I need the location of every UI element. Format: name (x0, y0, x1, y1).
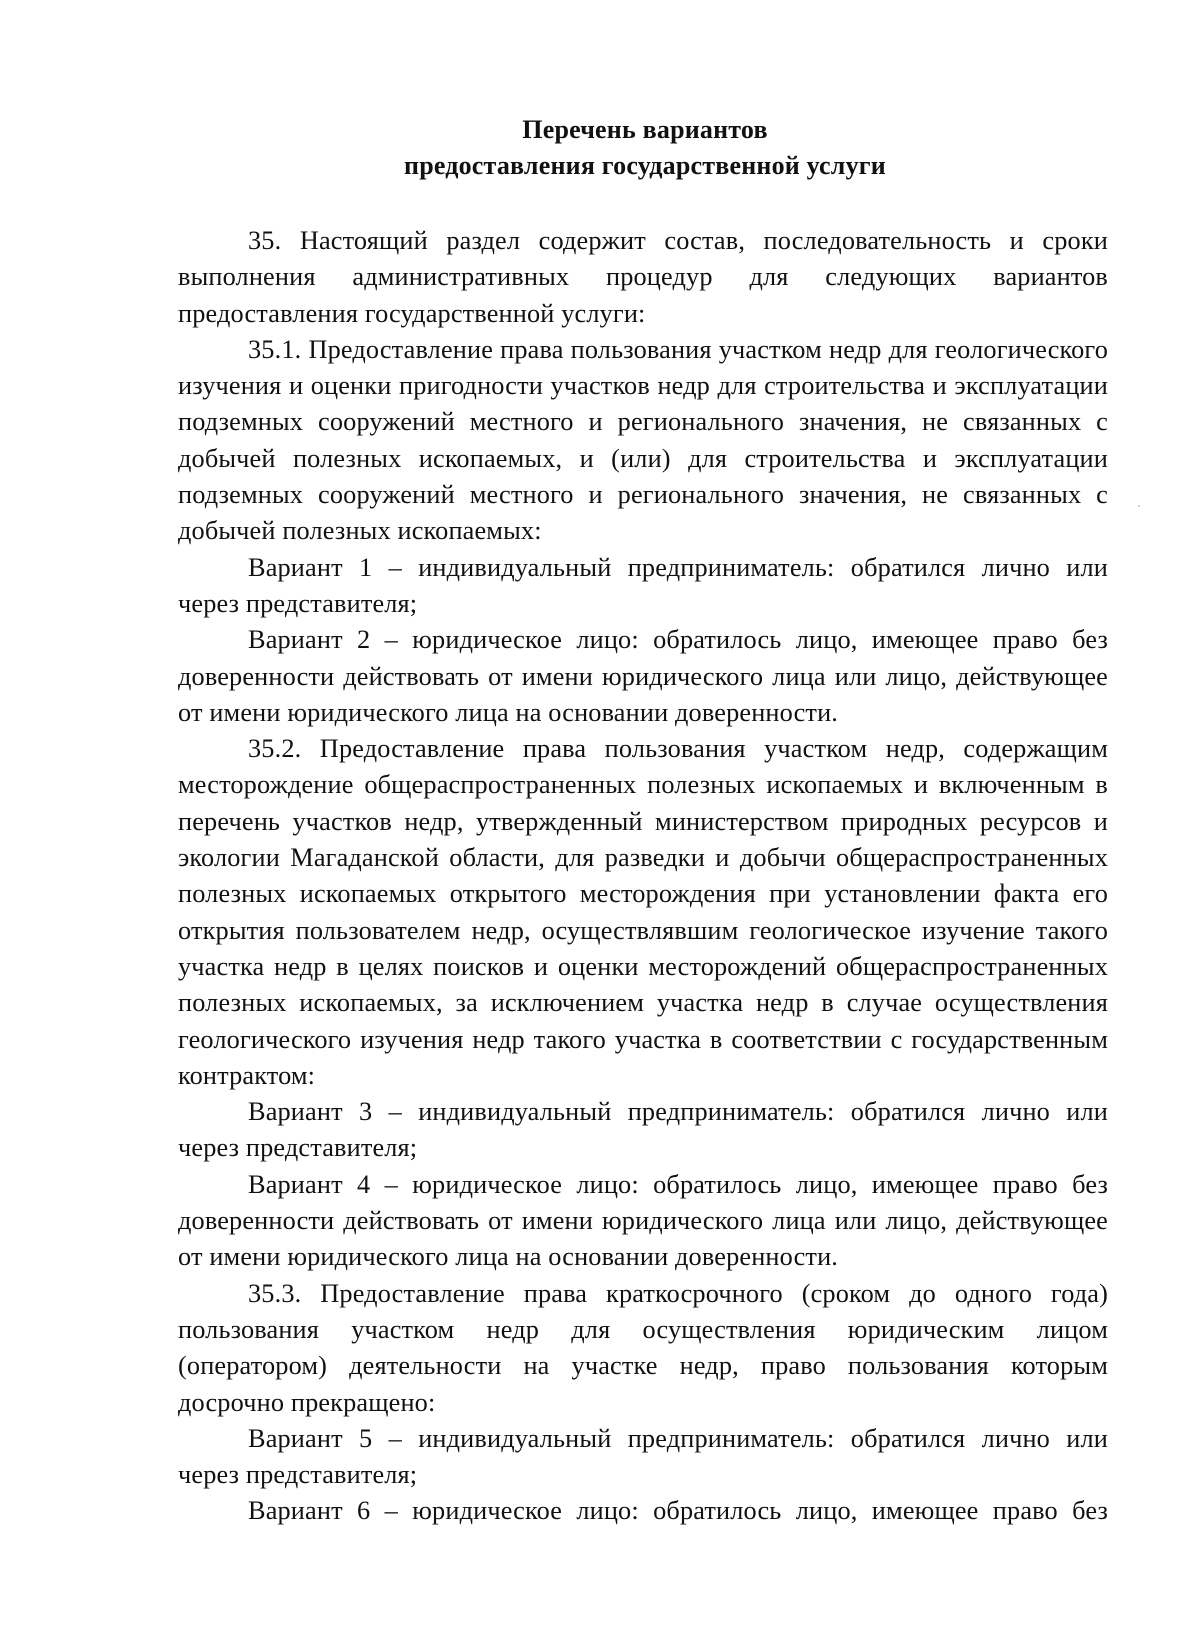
paragraph-35-1: 35.1. Предоставление права пользования участком недр для геологического изучения и оценки пригодности участков недр для строительства и эксплуатации подземных сооружений местного и регионального значения, не связанных с добычей полезных ископаемых, и (или) для строительства и эксплуатации подземных сооружений местного и регионального значения, не связанных с добычей полезных ископаемых: (178, 334, 1108, 546)
paragraph-variant-3: Вариант 3 – индивидуальный предприниматель: обратился лично или через представителя; (178, 1097, 1108, 1163)
paragraph-variant-1: Вариант 1 – индивидуальный предприниматель: обратился лично или через представителя; (178, 552, 1108, 618)
paragraph-35-intro: 35. Настоящий раздел содержит состав, последовательность и сроки выполнения административных процедур для следующих вариантов предоставления государственной услуги: (178, 226, 1108, 328)
paragraph-variant-2: Вариант 2 – юридическое лицо: обратилось лицо, имеющее право без доверенности действовать от имени юридического лица или лицо, действующее от имени юридического лица на основании доверенности. (178, 625, 1108, 727)
title-line-2: предоставления государственной услуги (404, 151, 886, 180)
paragraph-variant-6: Вариант 6 – юридическое лицо: обратилось лицо, имеющее право без (248, 1496, 1108, 1526)
paragraph-35-3: 35.3. Предоставление права краткосрочного (сроком до одного года) пользования участком недр для осуществления юридическим лицом (оператором) деятельности на участке недр, право пользования которым досрочно прекращено: (178, 1278, 1108, 1417)
paragraph-variant-5: Вариант 5 – индивидуальный предприниматель: обратился лично или через представителя; (178, 1423, 1108, 1490)
scan-speck (1138, 505, 1140, 507)
paragraph-35-2: 35.2. Предоставление права пользования участком недр, содержащим месторождение общераспространенных полезных ископаемых и включенным в перечень участков недр, утвержденный министерством природных ресурсов и экологии Магаданской области, для разведки и добычи общераспространенных полезных ископаемых открытого месторождения при установлении факта его открытия пользователем недр, осуществлявшим геологическое изучение такого участка недр в целях поисков и оценки месторождений общераспространенных полезных ископаемых, за исключением участка недр в случае осуществления геологического изучения недр такого участка в соответствии с государственным контрактом: (178, 734, 1108, 1090)
document-body (178, 223, 1108, 1530)
title-line-1: Перечень вариантов (522, 115, 768, 144)
paragraph-variant-4: Вариант 4 – юридическое лицо: обратилось лицо, имеющее право без доверенности действовать от имени юридического лица или лицо, действующее от имени юридического лица на основании доверенности. (178, 1169, 1108, 1272)
section-title (160, 112, 1130, 184)
